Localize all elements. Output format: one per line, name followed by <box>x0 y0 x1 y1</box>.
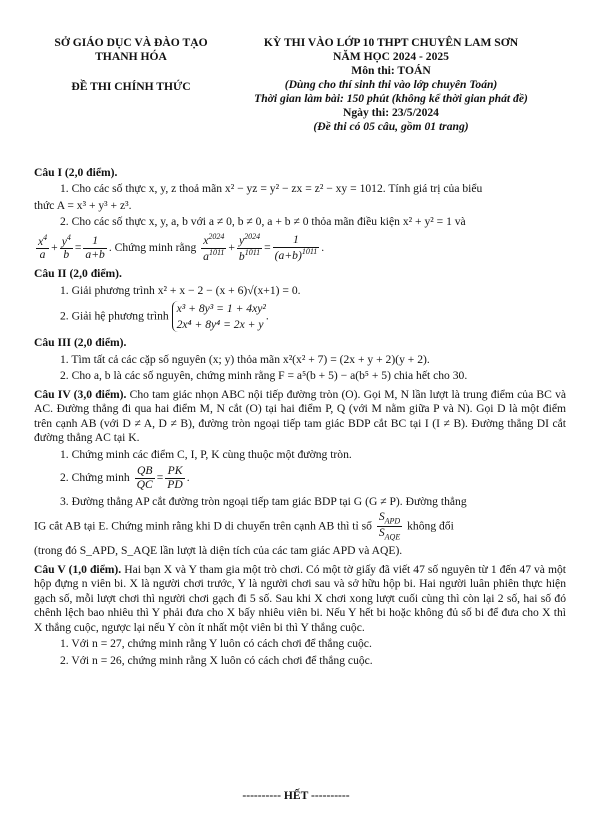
fraction-pk-pd: $\frac{PK}{PD}$ <box>167 464 183 492</box>
exam-body <box>34 162 566 670</box>
q4-intro-text: Cho tam giác nhọn ABC nội tiếp đường tròn (O). Gọi M, N lần lượt là trung điểm của BC và AC. Đường thẳng đi qua hai điểm M, N cắt (O) tại hai điểm P, Q (với M nằm giữa P và N). Gọi D là một điểm trên cạnh AB (với D ≠ A, D ≠ B), đường tròn ngoại tiếp tam giác BDP cắt BC tại I (I ≠ B). Đường thẳng DI cắt đường thẳng AC tại K. <box>34 387 567 445</box>
q3-part2: 2. Cho a, b là các số nguyên, chứng minh rằng F = a⁵(b + 5) − a(b⁵ + 5) chia hết cho 30. <box>60 369 468 383</box>
fraction-x4-a: $\frac{x^4}{a}$ <box>38 232 48 262</box>
fraction-area-ratio: $\frac{S_{APD}}{S_{AQE}}$ <box>378 510 401 542</box>
section-3-title: Câu III (2,0 điểm). <box>34 336 127 350</box>
fraction-qb-qc: $\frac{QB}{QC}$ <box>136 464 153 492</box>
subject: Môn thi: TOÁN <box>351 64 431 77</box>
q4-intro <box>34 388 566 446</box>
q5-intro <box>34 563 566 635</box>
q2-part2-label: 2. Giải hệ phương trình <box>60 309 169 323</box>
system-eq-2: 2x⁴ + 8y⁴ = 2x + y <box>176 317 264 331</box>
fraction-x2024: $\frac{x^{2024}}{a^{1011}}$ <box>203 231 225 263</box>
exam-title: KỲ THI VÀO LỚP 10 THPT CHUYÊN LAM SƠN <box>263 36 519 49</box>
q4-part2-label: 2. Chứng minh <box>60 471 130 485</box>
q1-part1-line1: 1. Cho các số thực x, y, z thoả mãn x² − yz = y² − zx = z² − xy = 1012. Tính giá trị của biểu <box>60 182 483 196</box>
q5-part1: 1. Với n = 27, chứng minh rằng Y luôn có cách chơi để thắng cuộc. <box>60 637 372 651</box>
section-1-title: Câu I (2,0 điểm). <box>34 166 118 179</box>
fraction-1-ab: $\frac{1}{a+b}$ <box>85 233 105 261</box>
q4-part3-note: (trong đó S_APD, S_AQE lần lượt là diện tích của các tam giác APD và AQE). <box>34 544 403 558</box>
system-eq-1: x³ + 8y³ = 1 + 4xy² <box>176 302 266 316</box>
section-5-title: Câu V (1,0 điểm). <box>34 562 122 576</box>
q5-intro-text: Hai bạn X và Y tham gia một trò chơi. Có một tờ giấy đã viết 47 số nguyên từ 1 đến 47 và một hộp đựng n viên bi. X là người chơi trước, Y là người chơi sau và sở hữu hộp bi. Hai người luân phiên thực hiện gạch số, mỗi lượt chơi thì người chơi gạch đi 5 số. Sau khi X chơi xong lượt cuối cùng thì còn lại 2 số, hai số đó chênh lệch bao nhiêu thì Y phải đưa cho X bấy nhiêu viên bi. Nếu Y hết bi hoặc không đủ số bi để đưa cho X thì X thắng cuộc, ngược lại nếu Y còn ít nhất một viên bi thì Y thắng cuộc. <box>34 562 566 634</box>
q2-part2: 2. Giải hệ phương trình x³ + 8y³ = 1 + 4xy² 2x⁴ + 8y⁴ = 2x + y . <box>60 302 269 331</box>
q4-part3-line2 <box>34 511 566 542</box>
q4-part2: 2. Chứng minh $\frac{QB}{QC}$ = $\frac{PK}{PD}$ . <box>60 464 190 492</box>
audience-note: (Dùng cho thí sinh thi vào lớp chuyên Toán) <box>284 78 498 91</box>
official-exam-label: ĐỀ THI CHÍNH THỨC <box>71 80 191 93</box>
time-limit: Thời gian làm bài: 150 phút (không kể thời gian phát đề) <box>254 92 528 105</box>
fraction-y2024: $\frac{y^{2024}}{b^{1011}}$ <box>238 231 261 263</box>
school-year: NĂM HỌC 2024 - 2025 <box>333 50 449 63</box>
exam-date: Ngày thi: 23/5/2024 <box>343 106 439 119</box>
q1-part2-line2: $\frac{x^4}{a}$ + $\frac{y^4}{b}$ = $\frac{1}{a+b}$ . Chứng minh rằng $\frac{x^{2024}}{a^{1011}}$ + $\frac{y^{2024}}{b^{1011}}$ = $\frac{1}{(a+b)^{1011}}$ . <box>38 231 325 263</box>
province-name: THANH HÓA <box>95 50 167 63</box>
q4-part3-tail: không đổi <box>407 519 454 533</box>
equation-system <box>172 301 266 332</box>
department-name: SỞ GIÁO DỤC VÀ ĐÀO TẠO <box>54 36 208 49</box>
q1-part1-line2: thức A = x³ + y³ + z³. <box>34 198 132 212</box>
q5-part2: 2. Với n = 26, chứng minh rằng X luôn có cách chơi để thắng cuộc. <box>60 653 373 667</box>
q2-part1: 1. Giải phương trình x² + x − 2 − (x + 6)√(x+1) = 0. <box>60 283 301 297</box>
exam-header <box>0 36 592 156</box>
section-2-title: Câu II (2,0 điểm). <box>34 267 122 281</box>
page-count-note: (Đề thi có 05 câu, gồm 01 trang) <box>313 120 469 133</box>
q1-part2-line1: 2. Cho các số thực x, y, a, b với a ≠ 0, b ≠ 0, a + b ≠ 0 thỏa mãn điều kiện x² + y² = 1 và <box>60 215 466 229</box>
fraction-y4-b: $\frac{y^4}{b}$ <box>61 232 71 262</box>
q4-part3-text: IG cắt AB tại E. Chứng minh rằng khi D di chuyển trên cạnh AB thì tỉ số <box>34 519 372 533</box>
section-4-title: Câu IV (3,0 điểm). <box>34 387 127 401</box>
q4-part1: 1. Chứng minh các điểm C, I, P, K cùng thuộc một đường tròn. <box>60 447 352 461</box>
q4-part3-line1: 3. Đường thẳng AP cắt đường tròn ngoại tiếp tam giác BDP tại G (G ≠ P). Đường thẳng <box>60 494 467 508</box>
fraction-result: $\frac{1}{(a+b)^{1011}}$ <box>274 232 318 262</box>
q1-prove-text: . Chứng minh rằng <box>108 240 197 254</box>
end-marker: ---------- HẾT ---------- <box>242 789 350 802</box>
q3-part1: 1. Tìm tất cả các cặp số nguyên (x; y) thỏa mãn x²(x² + 7) = (2x + y + 2)(y + 2). <box>60 352 430 366</box>
